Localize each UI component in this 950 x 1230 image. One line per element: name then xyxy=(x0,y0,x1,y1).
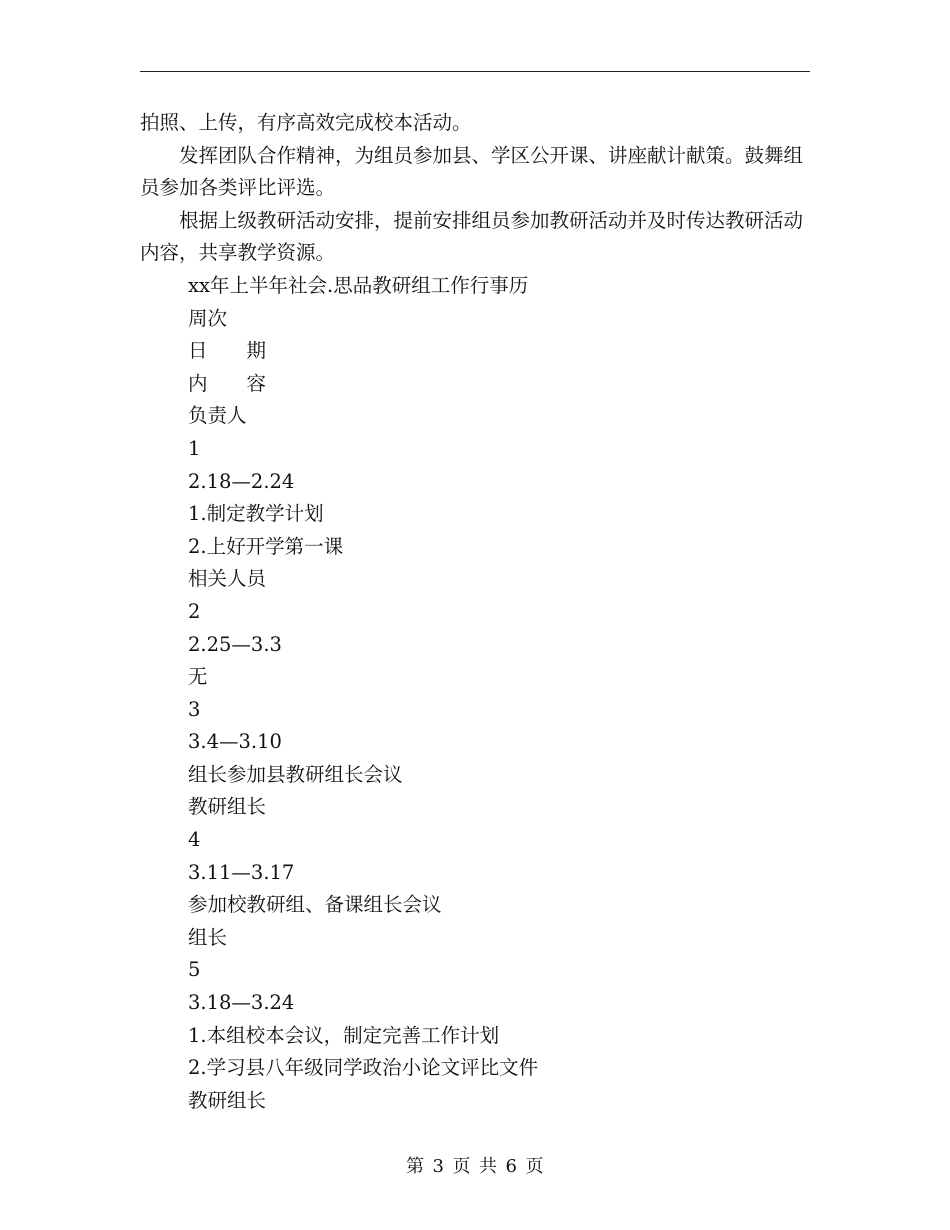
schedule-line: 3.11—3.17 xyxy=(188,860,295,884)
schedule-line: 2.学习县八年级同学政治小论文评比文件 xyxy=(188,1056,539,1080)
schedule-line: 3 xyxy=(188,697,201,721)
schedule-line: 1.制定教学计划 xyxy=(188,502,324,526)
schedule-line: 3.4—3.10 xyxy=(188,730,282,754)
header-rule xyxy=(140,71,810,72)
schedule-line: 2.18—2.24 xyxy=(188,469,295,493)
schedule-line: 3.18—3.24 xyxy=(188,991,295,1015)
footer-total-pages: 6 xyxy=(505,1156,518,1177)
footer-label-ye: 页 xyxy=(452,1156,471,1177)
schedule-line: 1 xyxy=(188,436,201,460)
schedule-line: 2.上好开学第一课 xyxy=(188,534,344,558)
schedule-line: 4 xyxy=(188,828,201,852)
schedule-line: 组长 xyxy=(188,925,228,949)
schedule-line: 5 xyxy=(188,958,201,982)
schedule-header-owner: 负责人 xyxy=(188,404,247,428)
schedule-title: xx年上半年社会.思品教研组工作行事历 xyxy=(188,273,529,297)
schedule-line: 2 xyxy=(188,599,201,623)
page-footer xyxy=(0,1152,950,1178)
paragraph: 发挥团队合作精神，为组员参加县、学区公开课、讲座献计献策。鼓舞组员参加各类评比评选。 xyxy=(140,143,804,200)
schedule-line: 相关人员 xyxy=(188,567,267,591)
schedule-header-date: 日 期 xyxy=(188,339,267,363)
footer-label-page: 第 xyxy=(406,1156,425,1177)
schedule-line: 无 xyxy=(188,665,208,689)
paragraph: 根据上级教研活动安排，提前安排组员参加教研活动并及时传达教研活动内容，共享教学资源。 xyxy=(140,208,804,265)
footer-label-total: 共 xyxy=(479,1156,498,1177)
schedule-line: 1.本组校本会议，制定完善工作计划 xyxy=(188,1023,500,1047)
document-body xyxy=(140,107,810,1117)
schedule-line: 组长参加县教研组长会议 xyxy=(188,762,403,786)
footer-label-ye2: 页 xyxy=(525,1156,544,1177)
schedule-line: 教研组长 xyxy=(188,1088,267,1112)
paragraph: 拍照、上传，有序高效完成校本活动。 xyxy=(140,111,472,134)
schedule-line: 参加校教研组、备课组长会议 xyxy=(188,893,442,917)
schedule-line: 2.25—3.3 xyxy=(188,632,282,656)
schedule-header-content: 内 容 xyxy=(188,371,267,395)
schedule-header-week: 周次 xyxy=(188,306,228,330)
schedule-line: 教研组长 xyxy=(188,795,267,819)
footer-current-page: 3 xyxy=(432,1156,445,1177)
